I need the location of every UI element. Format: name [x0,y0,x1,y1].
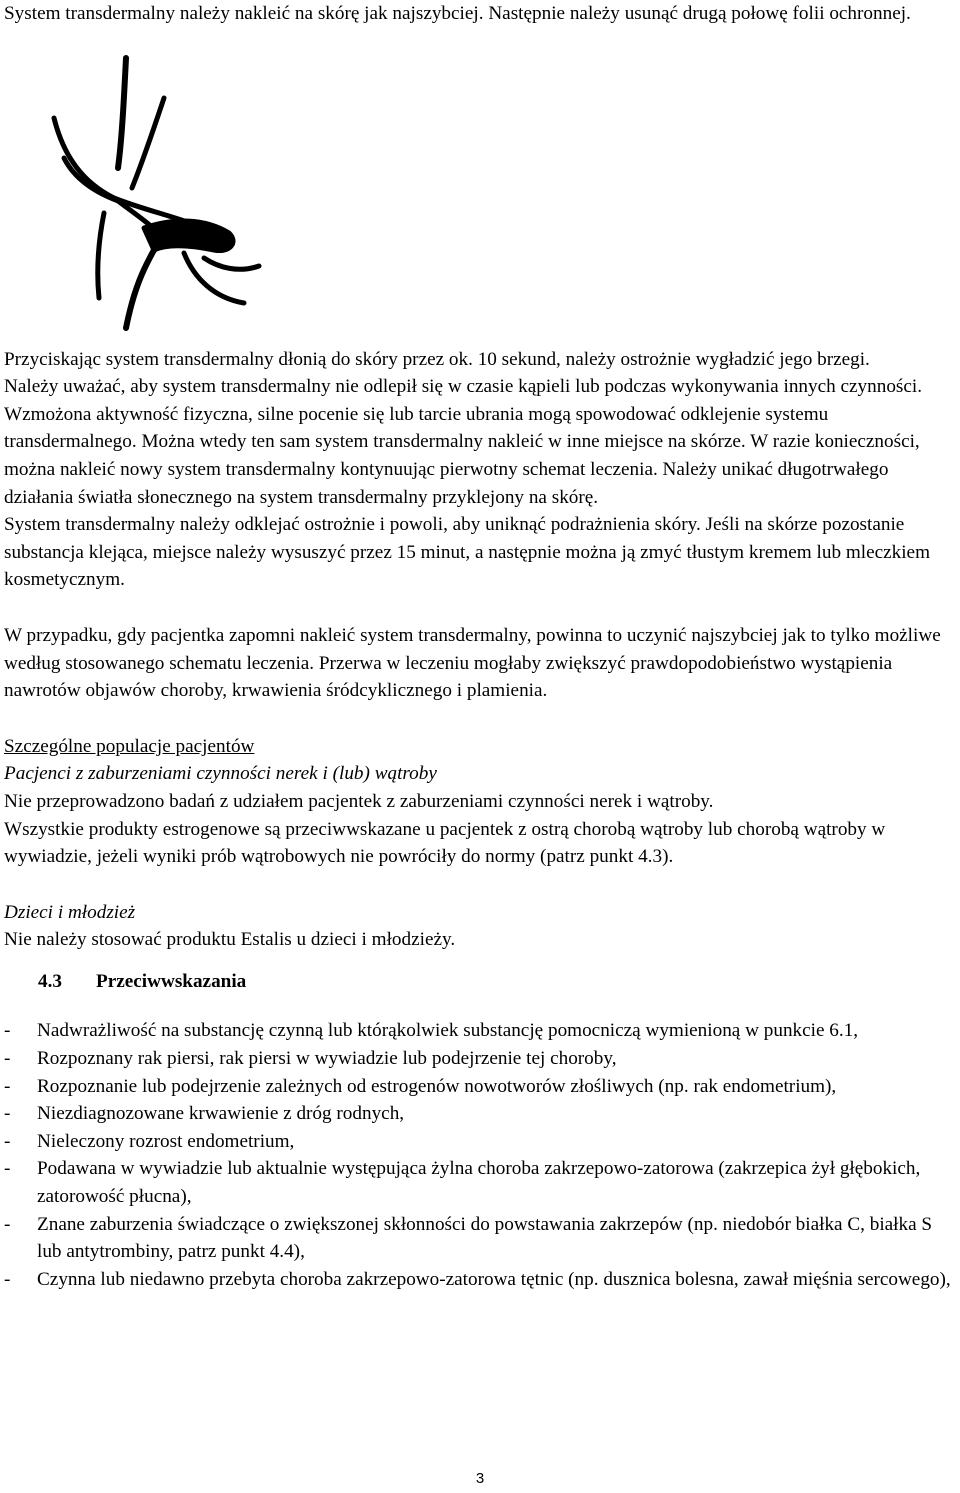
list-dash: - [4,1075,11,1097]
intro-paragraph: System transdermalny należy nakleić na skórę jak najszybciej. Następnie należy usunąć drugą połowę folii ochronnej. [4,3,911,24]
hands-applying-patch-illustration [4,38,264,338]
document-page [4,0,956,1293]
hands-illustration-svg [4,38,264,338]
list-item: - Czynna lub niedawno przebyta choroba zakrzepowo-zatorowa tętnic (np. dusznica bolesna, zawał mięśnia sercowego), [4,1266,956,1294]
list-item: - Nieleczony rozrost endometrium, [4,1128,956,1156]
children-text: Nie należy stosować produktu Estalis u dzieci i młodzieży. [4,929,456,951]
list-dash: - [4,1213,11,1235]
special-populations-heading: Szczególne populacje pacjentów [4,735,255,757]
list-item: - Rozpoznanie lub podejrzenie zależnych od estrogenów nowotworów złośliwych (np. rak endometrium), [4,1073,956,1101]
list-item: - Niezdiagnozowane krwawienie z dróg rodnych, [4,1100,956,1128]
section-4-3-heading [38,968,956,996]
paragraph-press-patch: Przyciskając system transdermalny dłonią do skóry przez ok. 10 sekund, należy ostrożnie wygładzić jego brzegi. [4,348,870,370]
paragraph-remove-patch: System transdermalny należy odklejać ostrożnie i powoli, aby uniknąć podrażnienia skóry. Jeśli na skórze pozostanie substancja klejąca, miejsce należy wysuszyć przez 15 minut, a następnie można ją zmyć tłustym kremem lub mleczkiem kosmetycznym. [4,514,931,591]
list-dash: - [4,1130,11,1152]
list-dash: - [4,1048,11,1070]
list-item: - Rozpoznany rak piersi, rak piersi w wywiadzie lub podejrzenie tej choroby, [4,1045,956,1073]
list-dash: - [4,1268,11,1290]
renal-hepatic-text-1: Nie przeprowadzono badań z udziałem pacjentek z zaburzeniami czynności nerek i wątroby. [4,790,714,812]
list-item: - Nadwrażliwość na substancję czynną lub którąkolwiek substancję pomocniczą wymienioną w punkcie 6.1, [4,1017,956,1045]
section-number: 4.3 [38,970,62,992]
children-heading: Dzieci i młodzież [4,901,136,923]
section-title: Przeciwwskazania [96,970,247,992]
list-dash: - [4,1020,11,1042]
paragraph-missed-dose: W przypadku, gdy pacjentka zapomni nakleić system transdermalny, powinna to uczynić najszybciej jak to tylko możliwe według stosowanego schematu leczenia. Przerwa w leczeniu mogłaby zwiększyć prawdopodobieństwo wystąpienia nawrotów objawów choroby, krwawienia śródcyklicznego i plamienia. [4,624,941,702]
paragraph-care-patch: Należy uważać, aby system transdermalny nie odlepił się w czasie kąpieli lub podczas wykonywania innych czynności. Wzmożona aktywność fizyczna, silne pocenie się lub tarcie ubrania mogą spowodować odklejenie systemu transdermalnego. Można wtedy ten sam system transdermalny nakleić w inne miejsce na skórze. W razie konieczności, można nakleić nowy system transdermalny kontynuując pierwotny schemat leczenia. Należy unikać długotrwałego działania światła słonecznego na system transdermalny przyklejony na skórę. [4,376,923,508]
list-dash: - [4,1103,11,1125]
page-number: 3 [475,1470,485,1487]
renal-hepatic-text-2: Wszystkie produkty estrogenowe są przeciwwskazane u pacjentek z ostrą chorobą wątroby lub chorobą wątroby w wywiadzie, jeżeli wyniki prób wątrobowych nie powróciły do normy (patrz punkt 4.3). [4,818,886,868]
renal-hepatic-heading: Pacjenci z zaburzeniami czynności nerek i (lub) wątroby [4,763,437,785]
list-item: - Znane zaburzenia świadczące o zwiększonej skłonności do powstawania zakrzepów (np. niedobór białka C, białka S lub antytrombiny, patrz punkt 4.4), [4,1211,956,1266]
list-item: - Podawana w wywiadzie lub aktualnie występująca żylna choroba zakrzepowo-zatorowa (zakrzepica żył głębokich, zatorowość płucna), [4,1155,956,1210]
list-dash: - [4,1158,11,1180]
contraindications-list [4,1017,956,1293]
